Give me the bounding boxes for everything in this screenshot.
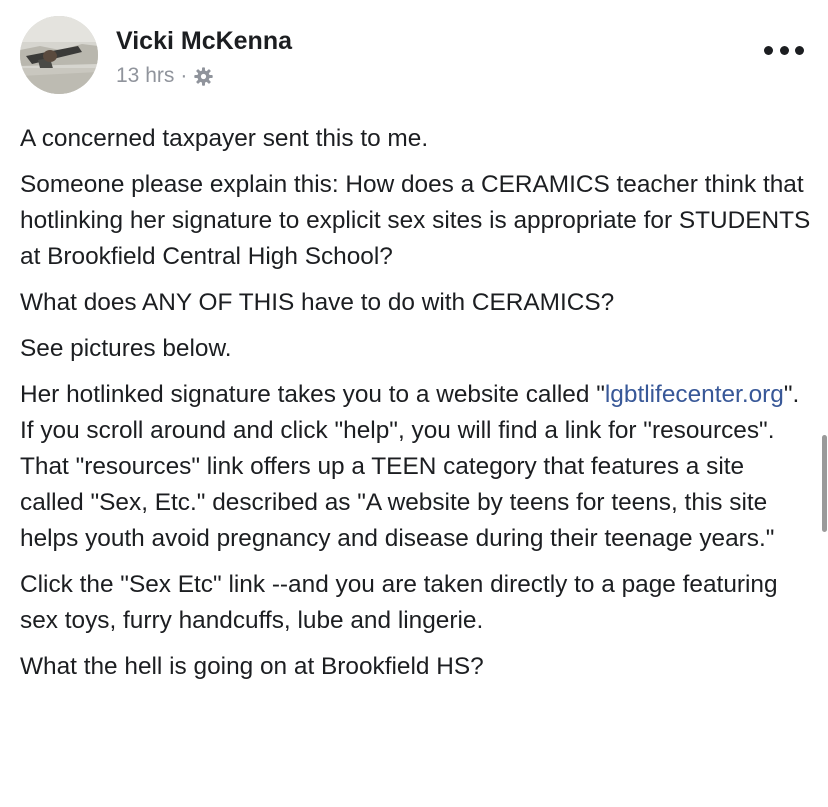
avatar-photo — [20, 16, 98, 94]
paragraph-text: Her hotlinked signature takes you to a website called " — [20, 381, 605, 408]
post-paragraph: See pictures below. — [20, 335, 232, 362]
more-dot — [780, 46, 789, 55]
more-options-icon[interactable] — [764, 38, 804, 62]
post-paragraph: What the hell is going on at Brookfield HS? — [20, 653, 484, 680]
post-paragraph: What does ANY OF THIS have to do with CERAMICS? — [20, 289, 615, 316]
post-meta — [116, 64, 214, 88]
gear-icon[interactable] — [193, 66, 214, 87]
scrollbar[interactable] — [822, 435, 827, 532]
post-body — [20, 121, 812, 695]
post-paragraph — [20, 377, 812, 557]
more-dot — [795, 46, 804, 55]
paragraph-text: ". If you scroll around and click "help", you will find a link for "resources". That "resources" link offers up a TEEN category that features a site called "Sex, Etc." described as "A website by teens for teens, this site helps youth avoid pregnancy and disease during their teenage years." — [20, 381, 800, 552]
avatar[interactable] — [20, 16, 98, 94]
meta-separator: · — [180, 64, 188, 87]
more-dot — [764, 46, 773, 55]
post-paragraph: Click the "Sex Etc" link --and you are taken directly to a page featuring sex toys, furry handcuffs, lube and lingerie. — [20, 571, 778, 634]
post-paragraph: Someone please explain this: How does a CERAMICS teacher think that hotlinking her signature to explicit sex sites is appropriate for STUDENTS at Brookfield Central High School? — [20, 171, 811, 270]
post-timestamp[interactable]: 13 hrs — [116, 64, 175, 87]
author-name[interactable]: Vicki McKenna — [116, 27, 293, 55]
website-link[interactable]: lgbtlifecenter.org — [604, 381, 784, 408]
post-paragraph: A concerned taxpayer sent this to me. — [20, 125, 429, 152]
